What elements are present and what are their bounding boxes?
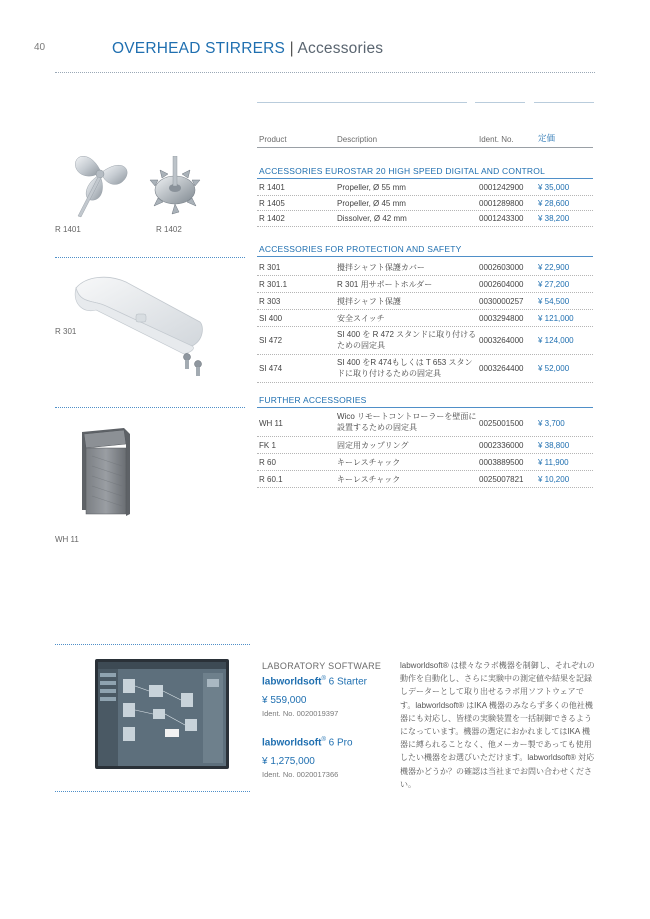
wh11-label: WH 11	[55, 535, 79, 544]
row-product: R 1402	[259, 214, 285, 223]
software-description: labworldsoft® は様々なラボ機器を制御し、それぞれの動作を自動化し、さらに実験中の測定値や結果を記録しデーターとして取り出せるラボ用ソフトウェアです。labworldsoft® はIKA 機器のみならず多くの他社機器にも対応し、皆様の実験装置を一括制御できるようになっています。機器の選定におかれましてはIKA 機器に縛られることなく、他メーカー製であっても使用したい機器をお選びいただけます。labworldsoft® 対応機器かどうか？の確認は当社までお問い合わせください。	[400, 661, 595, 789]
page-title-main: OVERHEAD STIRRERS	[112, 40, 286, 57]
row-description: 固定用カップリング	[337, 441, 409, 450]
row-description: SI 400 をR 474もしくは T 653 スタンドに取り付けるための固定具	[337, 358, 473, 378]
row-ident: 0025007821	[479, 475, 524, 484]
row-divider	[257, 195, 593, 196]
row-price: ¥ 52,000	[538, 364, 570, 373]
section-title: FURTHER ACCESSORIES	[259, 395, 367, 405]
row-description: Propeller, Ø 55 mm	[337, 183, 406, 192]
wall-holder-wh11-image	[78, 426, 134, 518]
row-description: SI 400 を R 472 スタンドに取り付けるための固定具	[337, 330, 477, 350]
section-underline	[257, 256, 593, 257]
row-description: Dissolver, Ø 42 mm	[337, 214, 407, 223]
header-ident: Ident. No.	[479, 135, 514, 144]
row-ident: 0002604000	[479, 280, 524, 289]
column-rule-3	[534, 102, 594, 103]
software-name-pro	[262, 737, 353, 748]
row-product: R 301.1	[259, 280, 288, 289]
row-price: ¥ 35,000	[538, 183, 570, 192]
row-divider	[257, 453, 593, 454]
row-ident: 0003889500	[479, 458, 524, 467]
row-divider	[257, 382, 593, 383]
row-price: ¥ 121,000	[538, 314, 574, 323]
registered-mark: ®	[321, 676, 326, 682]
row-ident: 0001242900	[479, 183, 524, 192]
software-screenshot-image	[95, 659, 229, 769]
software-kicker: LABORATORY SOFTWARE	[262, 661, 382, 671]
row-ident: 0002336000	[479, 441, 524, 450]
row-ident: 0030000257	[479, 297, 524, 306]
row-price: ¥ 3,700	[538, 419, 565, 428]
row-price: ¥ 38,800	[538, 441, 570, 450]
r301-label: R 301	[55, 327, 77, 336]
row-product: R 60.1	[259, 475, 283, 484]
row-divider	[257, 292, 593, 293]
row-description: 安全スイッチ	[337, 314, 385, 323]
row-ident: 0003264400	[479, 364, 524, 373]
page-number: 40	[34, 42, 46, 53]
row-product: R 1405	[259, 199, 285, 208]
row-ident: 0002603000	[479, 263, 524, 272]
section-underline	[257, 178, 593, 179]
row-price: ¥ 54,500	[538, 297, 570, 306]
software-name-edition: 6 Pro	[325, 737, 353, 749]
row-ident: 0025001500	[479, 419, 524, 428]
software-top-divider	[55, 644, 250, 645]
row-price: ¥ 11,900	[538, 458, 569, 467]
row-ident: 0001243300	[479, 214, 524, 223]
header-divider	[55, 72, 595, 73]
registered-mark: ®	[321, 737, 326, 743]
column-rule-1	[257, 102, 467, 103]
software-ident-pro: Ident. No. 0020017366	[262, 770, 339, 779]
row-description: 撹拌シャフト保護	[337, 297, 401, 306]
row-price: ¥ 27,200	[538, 280, 570, 289]
row-divider	[257, 326, 593, 327]
software-name-bold: labworldsoft	[262, 737, 322, 749]
software-name-starter	[262, 676, 367, 687]
row-description: キーレスチャック	[337, 475, 401, 484]
row-divider	[257, 210, 593, 211]
row-divider	[257, 470, 593, 471]
header-underline	[257, 147, 593, 148]
r1401-label: R 1401	[55, 225, 81, 234]
image-divider	[55, 407, 245, 408]
row-product: FK 1	[259, 441, 276, 450]
page-title	[112, 40, 383, 58]
r1402-label: R 1402	[156, 225, 182, 234]
row-description: R 301 用サポートホルダー	[337, 280, 433, 289]
row-divider	[257, 354, 593, 355]
software-price-pro: ¥ 1,275,000	[262, 756, 315, 767]
header-description: Description	[337, 135, 378, 144]
section-title: ACCESSORIES EUROSTAR 20 HIGH SPEED DIGITAL AND CONTROL	[259, 166, 546, 176]
row-description: Wico リモートコントローラーを壁面に設置するための固定具	[337, 412, 477, 432]
image-divider	[55, 257, 245, 258]
row-description: 攪拌シャフト保護カバー	[337, 263, 425, 272]
row-product: R 301	[259, 263, 281, 272]
row-ident: 0003264000	[479, 336, 524, 345]
row-product: SI 472	[259, 336, 283, 345]
column-rule-2	[475, 102, 525, 103]
shaft-guard-r301-image	[66, 270, 216, 380]
dissolver-r1402-image	[148, 156, 202, 220]
software-name-bold: labworldsoft	[262, 676, 322, 688]
row-product: SI 400	[259, 314, 283, 323]
row-description: キーレスチャック	[337, 458, 401, 467]
row-price: ¥ 22,900	[538, 263, 570, 272]
row-description: Propeller, Ø 45 mm	[337, 199, 406, 208]
software-price-starter: ¥ 559,000	[262, 695, 307, 706]
row-divider	[257, 309, 593, 310]
row-ident: 0001289800	[479, 199, 524, 208]
row-price: ¥ 10,200	[538, 475, 570, 484]
page-title-separator: |	[289, 40, 294, 57]
row-divider	[257, 487, 593, 488]
page-title-sub: Accessories	[297, 40, 384, 57]
row-ident: 0003294800	[479, 314, 524, 323]
row-divider	[257, 436, 593, 437]
row-product: R 1401	[259, 183, 285, 192]
software-ident-starter: Ident. No. 0020019397	[262, 709, 339, 718]
software-bottom-divider	[55, 791, 250, 792]
row-divider	[257, 226, 593, 227]
section-title: ACCESSORIES FOR PROTECTION AND SAFETY	[259, 244, 462, 254]
header-price: 定価	[538, 133, 556, 143]
row-price: ¥ 38,200	[538, 214, 570, 223]
row-product: R 60	[259, 458, 276, 467]
row-price: ¥ 124,000	[538, 336, 574, 345]
row-price: ¥ 28,600	[538, 199, 570, 208]
row-divider	[257, 275, 593, 276]
propeller-r1401-image	[60, 150, 138, 220]
row-product: WH 11	[259, 419, 283, 428]
row-product: SI 474	[259, 364, 283, 373]
header-product: Product	[259, 135, 287, 144]
software-name-edition: 6 Starter	[325, 676, 368, 688]
section-underline	[257, 407, 593, 408]
row-product: R 303	[259, 297, 281, 306]
